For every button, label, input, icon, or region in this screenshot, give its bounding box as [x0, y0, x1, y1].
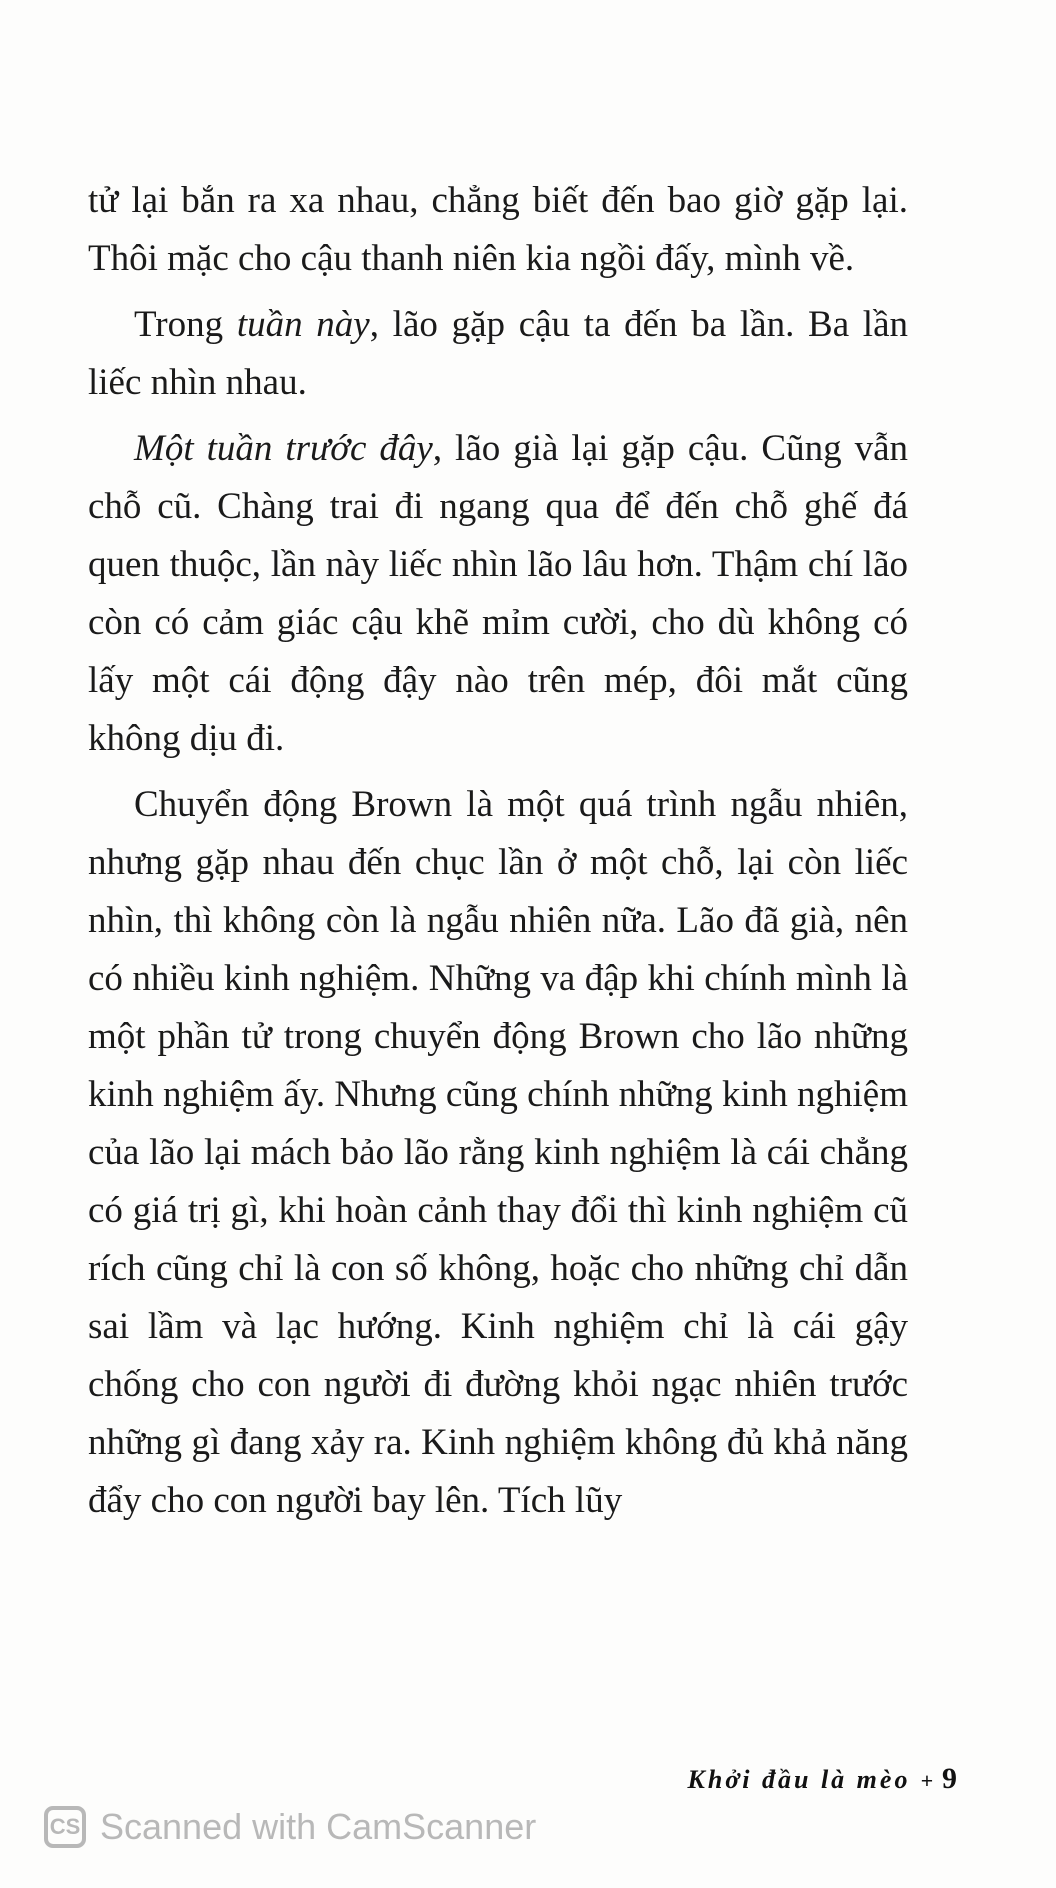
running-footer	[688, 1762, 960, 1796]
camscanner-watermark	[44, 1806, 536, 1848]
page-number: 9	[942, 1762, 960, 1795]
paragraph-2	[88, 296, 908, 412]
paragraph-3-emphasis: Một tuần trước đây	[134, 428, 433, 469]
paragraph-4	[88, 776, 908, 1530]
paragraph-2-rest: , lão gặp cậu ta đến ba lần. Ba lần liếc nhìn nhau.	[88, 304, 909, 403]
paragraph-1-text: tử lại bắn ra xa nhau, chẳng biết đến bao giờ gặp lại. Thôi mặc cho cậu thanh niên kia ngồi đấy, mình về.	[88, 180, 908, 279]
paragraph-4-text: Chuyển động Brown là một quá trình ngẫu nhiên, nhưng gặp nhau đến chục lần ở một chỗ, lại còn liếc nhìn, thì không còn là ngẫu nhiên nữa. Lão đã già, nên có nhiều kinh nghiệm. Những va đập khi chính mình là một phần tử trong chuyển động Brown cho lão những kinh nghiệm ấy. Nhưng cũng chính những kinh nghiệm của lão lại mách bảo lão rằng kinh nghiệm là cái chẳng có giá trị gì, khi hoàn cảnh thay đổi thì kinh nghiệm cũ rích cũng chỉ là con số không, hoặc cho những chỉ dẫn sai lầm và lạc hướng. Kinh nghiệm chỉ là cái gậy chống cho con người đi đường khỏi ngạc nhiên trước những gì đang xảy ra. Kinh nghiệm không đủ khả năng đẩy cho con người bay lên. Tích lũy	[88, 784, 908, 1521]
footer-title: Khởi đầu là mèo	[687, 1765, 911, 1794]
paragraph-1	[88, 172, 908, 288]
paragraph-2-lead: Trong	[134, 304, 237, 345]
watermark-text: Scanned with CamScanner	[100, 1806, 537, 1847]
paragraph-3	[88, 420, 908, 768]
camscanner-logo-text: CS	[49, 1814, 81, 1839]
camscanner-logo-icon	[44, 1806, 86, 1848]
body-text	[88, 172, 908, 1538]
paragraph-2-emphasis: tuần này	[236, 304, 370, 345]
footer-separator: +	[920, 1768, 936, 1793]
paragraph-3-rest: , lão già lại gặp cậu. Cũng vẫn chỗ cũ. Chàng trai đi ngang qua để đến chỗ ghế đá quen thuộc, lần này liếc nhìn lão lâu hơn. Thậm chí lão còn có cảm giác cậu khẽ mỉm cười, cho dù không có lấy một cái động đậy nào trên mép, đôi mắt cũng không dịu đi.	[88, 428, 908, 759]
